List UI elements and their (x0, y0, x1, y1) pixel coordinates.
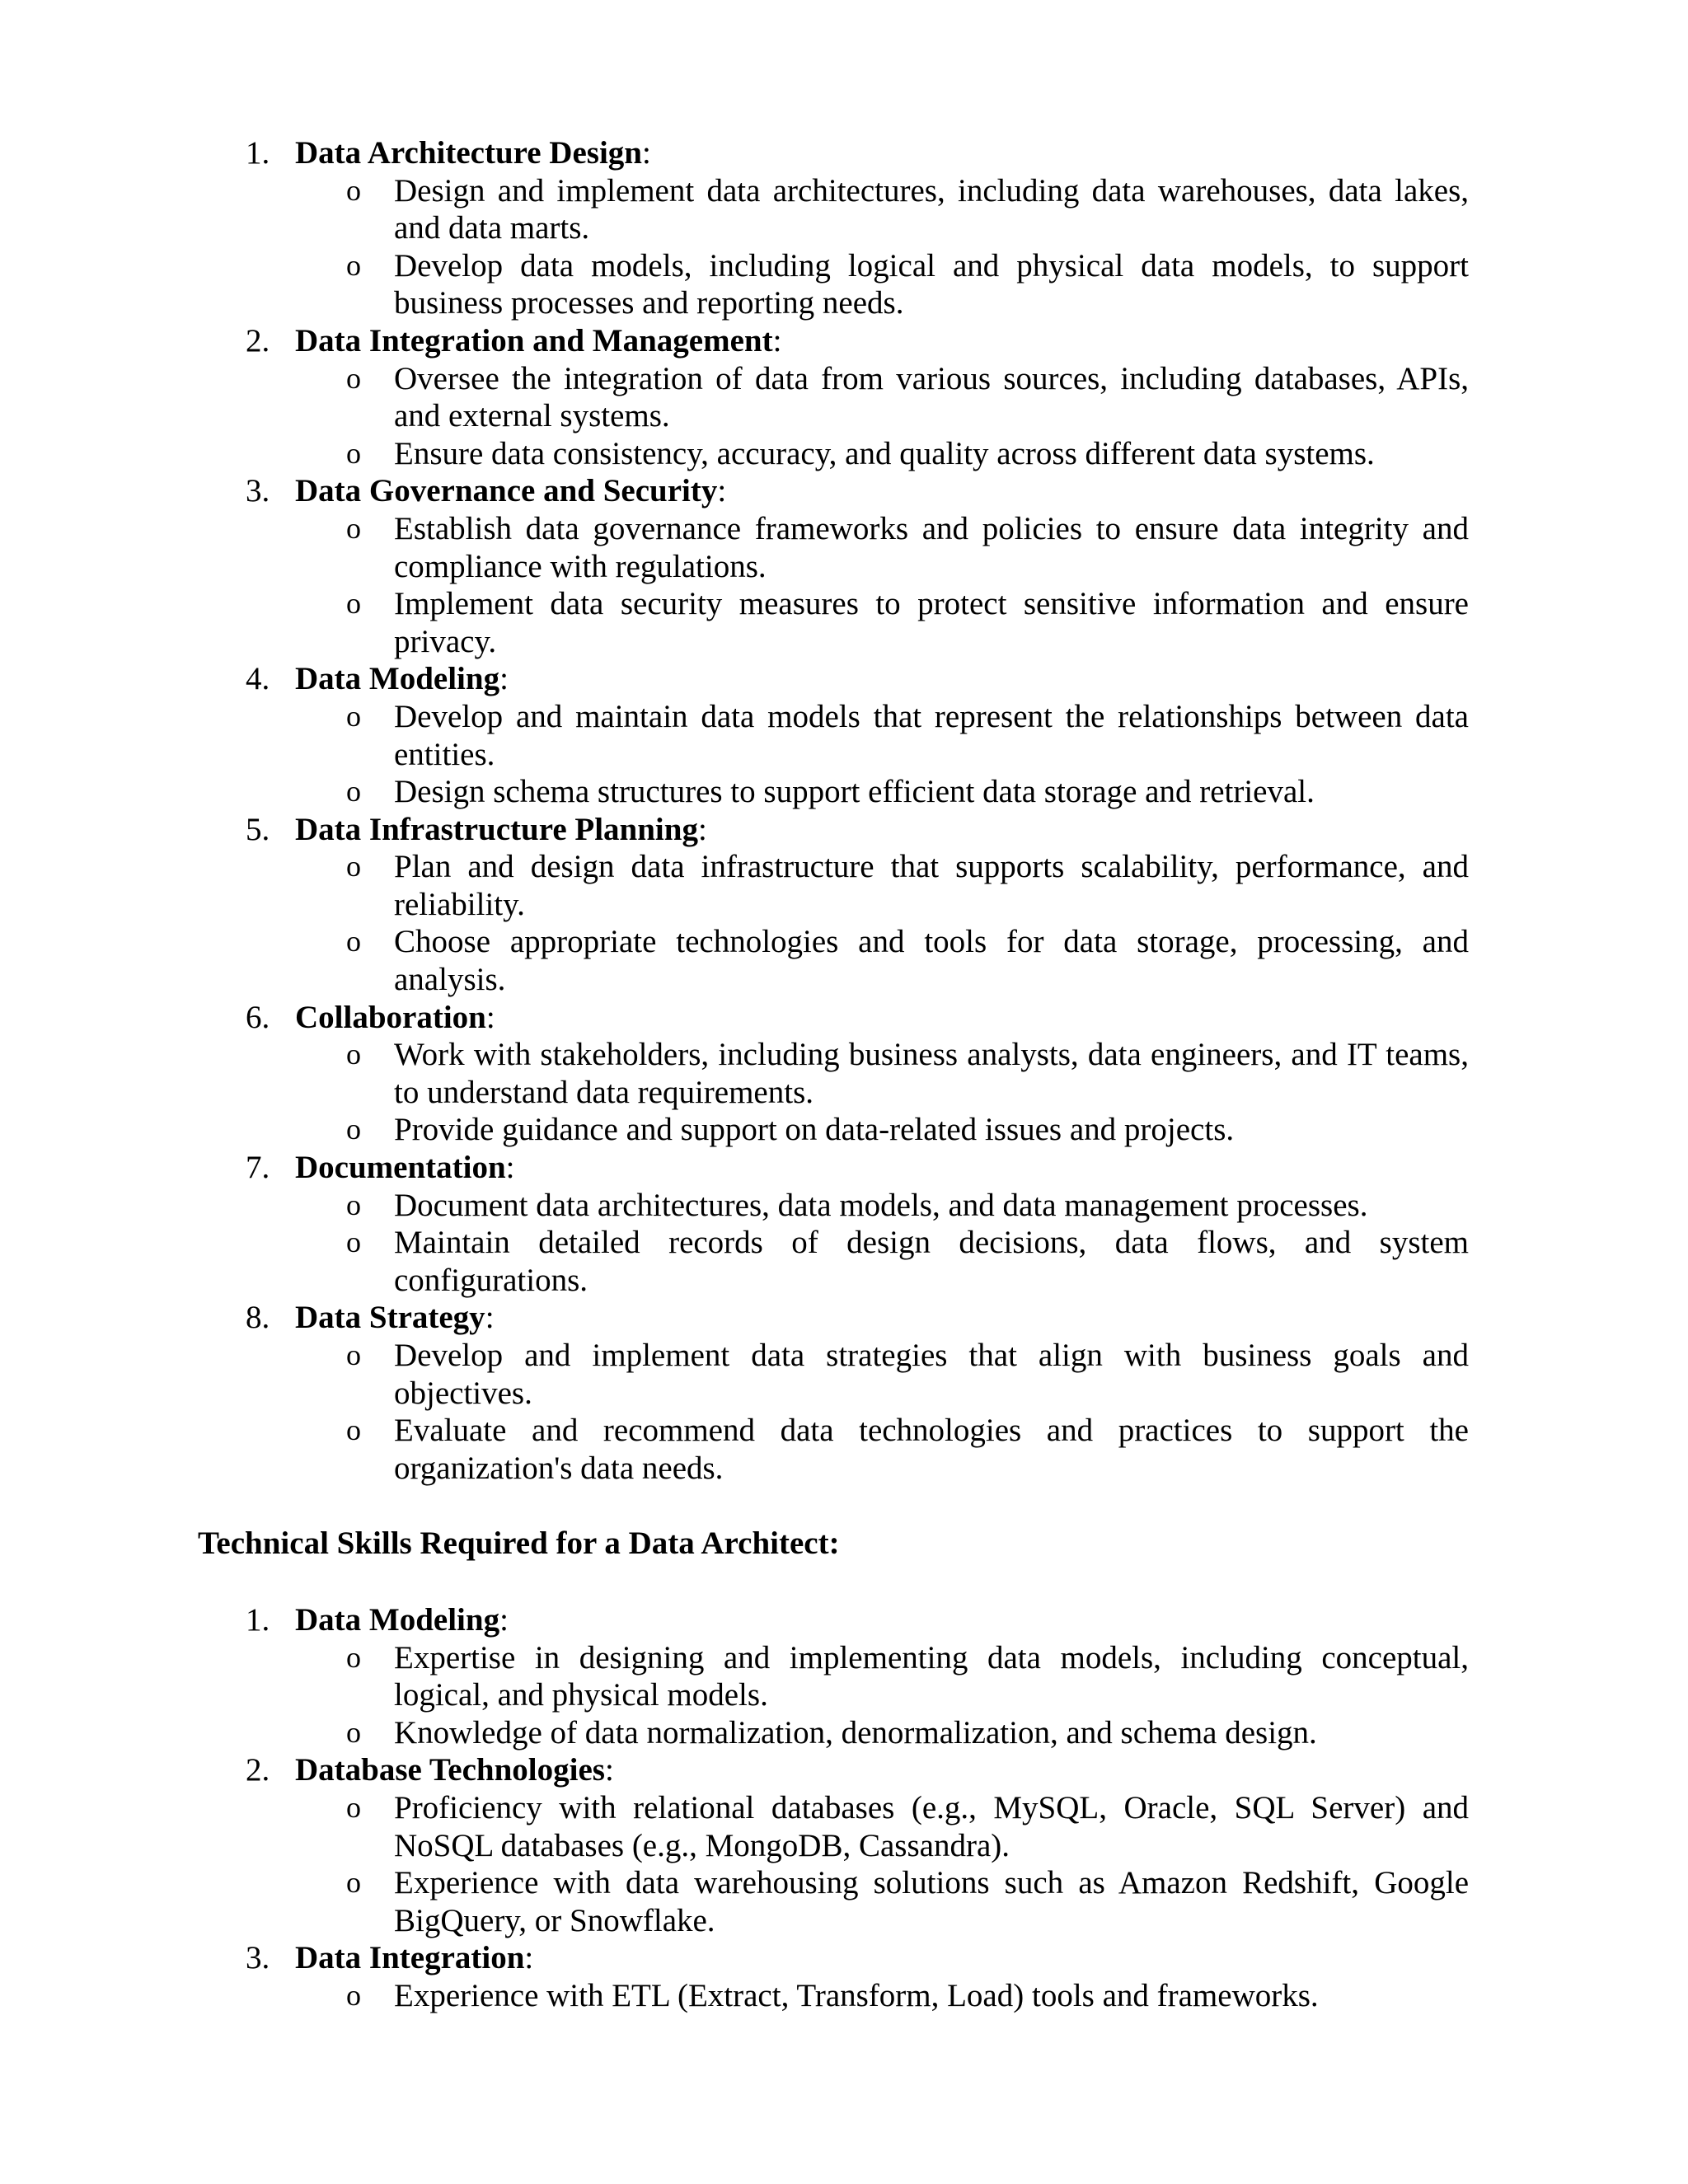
item-heading (295, 1149, 1469, 1187)
item-colon: : (499, 661, 509, 697)
sub-item-text: Develop and maintain data models that represent the relationships between data entities. (394, 698, 1469, 772)
item-heading (295, 472, 1469, 510)
circle-bullet-icon: o (346, 361, 361, 395)
item-heading (295, 811, 1469, 849)
sub-list (295, 1337, 1469, 1487)
sub-list (295, 1977, 1469, 2015)
item-number: 7. (246, 1150, 270, 1186)
sub-list (295, 1639, 1469, 1752)
sub-list (295, 510, 1469, 660)
sub-list-item (295, 848, 1469, 923)
sub-item-text: Design schema structures to support efficient data storage and retrieval. (394, 774, 1315, 810)
item-number: 1. (246, 135, 270, 171)
sub-list-item (295, 1714, 1469, 1752)
list-item (198, 134, 1469, 322)
item-colon: : (604, 1752, 614, 1788)
item-heading (295, 134, 1469, 172)
sub-list-item (295, 435, 1469, 473)
item-colon: : (717, 473, 727, 509)
list-item (198, 999, 1469, 1149)
item-colon: : (505, 1150, 515, 1186)
sub-item-text: Provide guidance and support on data-related issues and projects. (394, 1112, 1235, 1148)
sub-list-item (295, 1639, 1469, 1714)
item-colon: : (697, 811, 707, 847)
skills-list (198, 1601, 1469, 2015)
sub-list-item (295, 1036, 1469, 1111)
item-title: Data Infrastructure Planning (295, 811, 698, 847)
sub-item-text: Oversee the integration of data from various sources, including databases, APIs, and external systems. (394, 360, 1469, 434)
item-title: Data Integration and Management (295, 322, 773, 359)
item-number: 4. (246, 661, 270, 697)
sub-list-item (295, 585, 1469, 660)
item-colon: : (641, 135, 651, 171)
sub-list (295, 698, 1469, 811)
sub-item-text: Evaluate and recommend data technologies and practices to support the organization's data needs. (394, 1413, 1469, 1486)
sub-item-text: Knowledge of data normalization, denormalization, and schema design. (394, 1714, 1317, 1750)
sub-list-item (295, 1977, 1469, 2015)
item-colon: : (772, 322, 782, 359)
sub-item-text: Develop data models, including logical and physical data models, to support business processes and reporting needs. (394, 247, 1469, 321)
circle-bullet-icon: o (346, 925, 361, 958)
circle-bullet-icon: o (346, 587, 361, 621)
sub-item-text: Design and implement data architectures, including data warehouses, data lakes, and data marts. (394, 172, 1469, 246)
circle-bullet-icon: o (346, 1640, 361, 1674)
item-title: Database Technologies (295, 1752, 605, 1788)
circle-bullet-icon: o (346, 1866, 361, 1900)
circle-bullet-icon: o (346, 248, 361, 282)
sub-item-text: Document data architectures, data models, and data management processes. (394, 1187, 1368, 1223)
item-number: 3. (246, 473, 270, 509)
sub-list-item (295, 1864, 1469, 1939)
sub-list-item (295, 923, 1469, 998)
item-heading (295, 1939, 1469, 1977)
sub-item-text: Plan and design data infrastructure that supports scalability, performance, and reliability. (394, 849, 1469, 922)
sub-list (295, 172, 1469, 322)
sub-list (295, 1789, 1469, 1939)
sub-list-item (295, 1412, 1469, 1487)
circle-bullet-icon: o (346, 1978, 361, 2012)
circle-bullet-icon: o (346, 699, 361, 733)
item-title: Data Modeling (295, 661, 500, 697)
sub-item-text: Implement data security measures to protect sensitive information and ensure privacy. (394, 586, 1469, 659)
circle-bullet-icon: o (346, 1715, 361, 1749)
list-item (198, 322, 1469, 472)
circle-bullet-icon: o (346, 1790, 361, 1824)
item-title: Collaboration (295, 999, 486, 1035)
item-number: 2. (246, 322, 270, 359)
sub-list-item (295, 1111, 1469, 1149)
item-title: Documentation (295, 1150, 506, 1186)
sub-list-item (295, 773, 1469, 811)
item-title: Data Strategy (295, 1300, 485, 1336)
circle-bullet-icon: o (346, 1413, 361, 1447)
sub-item-text: Choose appropriate technologies and tools for data storage, processing, and analysis. (394, 924, 1469, 998)
item-number: 3. (246, 1940, 270, 1976)
sub-list (295, 1187, 1469, 1300)
item-number: 2. (246, 1752, 270, 1788)
circle-bullet-icon: o (346, 173, 361, 207)
item-title: Data Integration (295, 1940, 525, 1976)
item-heading (295, 322, 1469, 360)
list-item (198, 1751, 1469, 1939)
circle-bullet-icon: o (346, 1038, 361, 1071)
item-title: Data Architecture Design (295, 135, 642, 171)
sub-item-text: Experience with ETL (Extract, Transform, Load) tools and frameworks. (394, 1977, 1319, 2013)
sub-list (295, 1036, 1469, 1149)
item-title: Data Governance and Security (295, 473, 718, 509)
sub-list-item (295, 360, 1469, 435)
sub-item-text: Ensure data consistency, accuracy, and quality across different data systems. (394, 435, 1375, 471)
circle-bullet-icon: o (346, 850, 361, 883)
item-title: Data Modeling (295, 1602, 500, 1638)
item-heading (295, 660, 1469, 698)
circle-bullet-icon: o (346, 511, 361, 545)
sub-item-text: Proficiency with relational databases (e.g., MySQL, Oracle, SQL Server) and NoSQL databases (e.g., MongoDB, Cassandra). (394, 1789, 1469, 1863)
item-heading (295, 999, 1469, 1037)
sub-list-item (295, 510, 1469, 585)
circle-bullet-icon: o (346, 1113, 361, 1146)
list-item (198, 811, 1469, 999)
sub-list (295, 848, 1469, 998)
item-colon: : (499, 1602, 509, 1638)
item-number: 8. (246, 1300, 270, 1336)
sub-list-item (295, 172, 1469, 247)
sub-item-text: Work with stakeholders, including business analysts, data engineers, and IT teams, to understand data requirements. (394, 1037, 1469, 1110)
sub-list-item (295, 698, 1469, 773)
sub-item-text: Establish data governance frameworks and policies to ensure data integrity and compliance with regulations. (394, 510, 1469, 584)
item-heading (295, 1751, 1469, 1789)
list-item (198, 1299, 1469, 1487)
sub-list (295, 360, 1469, 473)
sub-item-text: Maintain detailed records of design decisions, data flows, and system configurations. (394, 1225, 1469, 1298)
item-number: 5. (246, 811, 270, 847)
sub-list-item (295, 1187, 1469, 1225)
item-number: 1. (246, 1602, 270, 1638)
sub-list-item (295, 1337, 1469, 1412)
item-heading (295, 1601, 1469, 1639)
item-number: 6. (246, 999, 270, 1035)
item-colon: : (485, 1300, 495, 1336)
circle-bullet-icon: o (346, 436, 361, 470)
circle-bullet-icon: o (346, 1188, 361, 1221)
skills-heading: Technical Skills Required for a Data Architect: (198, 1526, 840, 1561)
sub-item-text: Develop and implement data strategies that align with business goals and objectives. (394, 1338, 1469, 1411)
item-colon: : (485, 999, 495, 1035)
list-item (198, 1939, 1469, 2014)
list-item (198, 660, 1469, 810)
circle-bullet-icon: o (346, 1338, 361, 1371)
list-item (198, 1601, 1469, 1751)
item-colon: : (524, 1940, 534, 1976)
circle-bullet-icon: o (346, 775, 361, 808)
circle-bullet-icon: o (346, 1226, 361, 1259)
list-item (198, 472, 1469, 660)
sub-item-text: Experience with data warehousing solutions such as Amazon Redshift, Google BigQuery, or Snowflake. (394, 1865, 1469, 1938)
sub-list-item (295, 1224, 1469, 1299)
item-heading (295, 1299, 1469, 1337)
responsibilities-list (198, 134, 1469, 1487)
list-item (198, 1149, 1469, 1299)
sub-item-text: Expertise in designing and implementing data models, including conceptual, logical, and physical models. (394, 1639, 1469, 1713)
sub-list-item (295, 247, 1469, 322)
sub-list-item (295, 1789, 1469, 1864)
